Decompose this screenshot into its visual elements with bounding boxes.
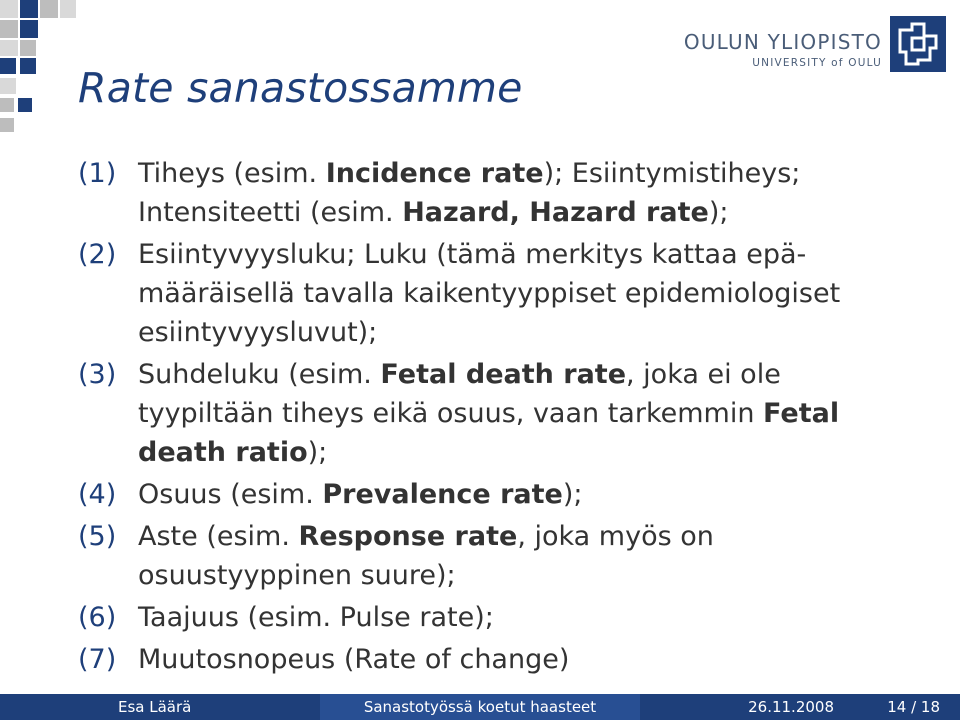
- text-segment: Muutosnopeus (Rate of change): [138, 644, 570, 675]
- term-bold: Fetal: [763, 398, 840, 429]
- footer-author: Esa Läärä: [0, 694, 320, 720]
- text-segment: määräisellä tavalla kaikentyyppiset epidemiologiset: [138, 278, 841, 309]
- slide-title: Rate sanastossamme: [78, 64, 523, 112]
- text-segment: , joka ei ole: [626, 359, 781, 390]
- text-segment: Tiheys (esim.: [138, 158, 326, 189]
- list-item-text: [138, 154, 918, 232]
- numbered-list: [78, 154, 918, 682]
- list-item: [78, 475, 918, 514]
- term-bold: Hazard, Hazard rate: [402, 197, 709, 228]
- list-item: [78, 355, 918, 472]
- text-segment: , joka myös on: [517, 521, 714, 552]
- text-segment: ); Esiintymistiheys;: [543, 158, 801, 189]
- list-item-text: [138, 235, 918, 352]
- list-item-line: [138, 235, 918, 274]
- footer-bar: [0, 694, 960, 720]
- text-segment: Esiintyvyysluku; Luku (tämä merkitys kattaa epä-: [138, 239, 807, 270]
- list-item-text: [138, 355, 918, 472]
- text-segment: osuustyyppinen suure);: [138, 560, 456, 591]
- list-item-line: [138, 640, 918, 679]
- list-item-number: (5): [78, 521, 117, 552]
- list-item-number: (1): [78, 158, 117, 189]
- list-item: [78, 640, 918, 679]
- text-segment: esiintyvyysluvut);: [138, 317, 378, 348]
- footer-right: [640, 694, 960, 720]
- list-item-text: [138, 640, 918, 679]
- list-item-line: [138, 394, 918, 433]
- university-name-fi: OULUN YLIOPISTO: [683, 30, 882, 54]
- list-item-number: (2): [78, 239, 117, 270]
- text-segment: );: [562, 479, 583, 510]
- list-item-line: [138, 313, 918, 352]
- list-item: [78, 235, 918, 352]
- text-segment: Taajuus (esim. Pulse rate);: [138, 602, 494, 633]
- list-item-line: [138, 154, 918, 193]
- text-segment: Suhdeluku (esim.: [138, 359, 381, 390]
- list-item-number: (4): [78, 479, 117, 510]
- list-item-number: (6): [78, 602, 117, 633]
- list-item-line: [138, 355, 918, 394]
- list-item-line: [138, 517, 918, 556]
- list-item-text: [138, 517, 918, 595]
- list-item-number: (3): [78, 359, 117, 390]
- list-item-text: [138, 598, 918, 637]
- footer-page-number: 14 / 18: [887, 698, 940, 716]
- list-item-line: [138, 556, 918, 595]
- list-item: [78, 154, 918, 232]
- list-item-text: [138, 475, 918, 514]
- university-name: [672, 30, 882, 70]
- list-item-line: [138, 475, 918, 514]
- list-item-line: [138, 433, 918, 472]
- list-item-line: [138, 598, 918, 637]
- text-segment: Intensiteetti (esim.: [138, 197, 403, 228]
- text-segment: );: [307, 437, 328, 468]
- term-bold: Response rate: [298, 521, 518, 552]
- list-item-line: [138, 193, 918, 232]
- text-segment: Osuus (esim.: [138, 479, 323, 510]
- term-bold: death ratio: [138, 437, 308, 468]
- term-bold: Incidence rate: [325, 158, 544, 189]
- university-name-en: UNIVERSITY of OULU: [752, 57, 882, 69]
- footer-talk-title: Sanastotyössä koetut haasteet: [320, 694, 640, 720]
- term-bold: Fetal death rate: [380, 359, 627, 390]
- term-bold: Prevalence rate: [322, 479, 563, 510]
- text-segment: Aste (esim.: [138, 521, 299, 552]
- oulu-university-logo-icon: [890, 16, 946, 72]
- text-segment: tyypiltään tiheys eikä osuus, vaan tarkemmin: [138, 398, 764, 429]
- list-item: [78, 598, 918, 637]
- text-segment: );: [708, 197, 729, 228]
- footer-date: 26.11.2008: [748, 698, 834, 716]
- list-item: [78, 517, 918, 595]
- list-item-number: (7): [78, 644, 117, 675]
- list-item-line: [138, 274, 918, 313]
